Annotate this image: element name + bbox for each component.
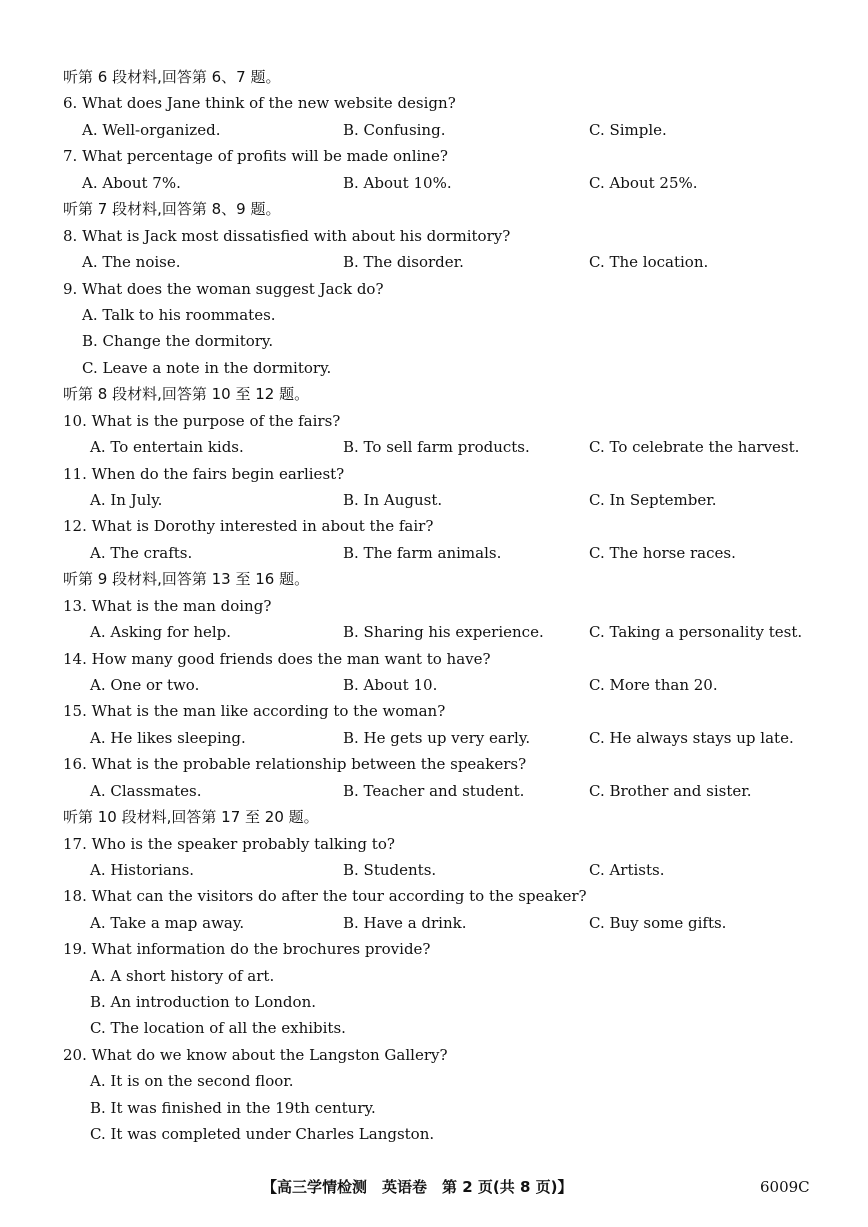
question-stem xyxy=(0,461,868,487)
footer-title: 【高三学情检测 英语卷 第 2 页(共 8 页)】 xyxy=(262,1178,573,1196)
section-header xyxy=(0,804,868,830)
question-stem xyxy=(0,143,868,169)
question-9-option-a: A. Talk to his roommates. xyxy=(82,306,276,324)
question-10-option-a: A. To entertain kids. xyxy=(90,438,244,456)
answer-option-line xyxy=(0,1015,868,1041)
answer-option-line xyxy=(0,1121,868,1147)
section-header xyxy=(0,566,868,592)
question-9-option-b: B. Change the dormitory. xyxy=(82,332,274,350)
question-20-option-a: A. It is on the second floor. xyxy=(90,1072,294,1090)
question-15-stem: 15. What is the man like according to the woman? xyxy=(63,702,446,720)
answer-options xyxy=(0,249,868,275)
question-stem xyxy=(0,646,868,672)
question-stem xyxy=(0,276,868,302)
question-8-option-b: B. The disorder. xyxy=(343,253,464,271)
section-header-text: 听第 9 段材料,回答第 13 至 16 题。 xyxy=(63,570,310,588)
question-14-option-a: A. One or two. xyxy=(90,676,200,694)
question-19-option-b: B. An introduction to London. xyxy=(90,993,316,1011)
question-16-option-b: B. Teacher and student. xyxy=(343,782,525,800)
question-18-stem: 18. What can the visitors do after the tour according to the speaker? xyxy=(63,887,587,905)
question-18-option-b: B. Have a drink. xyxy=(343,914,467,932)
section-header xyxy=(0,196,868,222)
answer-options xyxy=(0,672,868,698)
question-16-option-c: C. Brother and sister. xyxy=(589,782,752,800)
section-header xyxy=(0,64,868,90)
answer-option-line xyxy=(0,963,868,989)
answer-options xyxy=(0,487,868,513)
question-stem xyxy=(0,90,868,116)
question-20-stem: 20. What do we know about the Langston Gallery? xyxy=(63,1046,448,1064)
question-15-option-b: B. He gets up very early. xyxy=(343,729,531,747)
question-6-option-c: C. Simple. xyxy=(589,121,667,139)
question-14-option-b: B. About 10. xyxy=(343,676,438,694)
question-13-option-c: C. Taking a personality test. xyxy=(589,623,803,641)
question-14-option-c: C. More than 20. xyxy=(589,676,718,694)
question-7-stem: 7. What percentage of profits will be made online? xyxy=(63,147,448,165)
question-19-stem: 19. What information do the brochures provide? xyxy=(63,940,431,958)
answer-option-line xyxy=(0,302,868,328)
question-15-option-c: C. He always stays up late. xyxy=(589,729,794,747)
question-stem xyxy=(0,513,868,539)
question-stem xyxy=(0,593,868,619)
answer-option-line xyxy=(0,1068,868,1094)
answer-options xyxy=(0,434,868,460)
question-17-stem: 17. Who is the speaker probably talking to? xyxy=(63,835,395,853)
question-stem xyxy=(0,936,868,962)
question-12-option-a: A. The crafts. xyxy=(90,544,193,562)
question-11-option-b: B. In August. xyxy=(343,491,443,509)
question-17-option-a: A. Historians. xyxy=(90,861,195,879)
question-11-option-c: C. In September. xyxy=(589,491,717,509)
answer-options xyxy=(0,117,868,143)
question-8-option-c: C. The location. xyxy=(589,253,709,271)
section-header-text: 听第 7 段材料,回答第 8、9 题。 xyxy=(63,200,281,218)
question-6-option-a: A. Well-organized. xyxy=(82,121,221,139)
section-header-text: 听第 10 段材料,回答第 17 至 20 题。 xyxy=(63,808,319,826)
question-19-option-c: C. The location of all the exhibits. xyxy=(90,1019,346,1037)
answer-option-line xyxy=(0,1095,868,1121)
question-12-option-b: B. The farm animals. xyxy=(343,544,502,562)
question-stem xyxy=(0,223,868,249)
question-7-option-c: C. About 25%. xyxy=(589,174,698,192)
question-10-option-b: B. To sell farm products. xyxy=(343,438,530,456)
answer-options xyxy=(0,170,868,196)
question-7-option-a: A. About 7%. xyxy=(82,174,181,192)
question-9-stem: 9. What does the woman suggest Jack do? xyxy=(63,280,384,298)
question-18-option-a: A. Take a map away. xyxy=(90,914,245,932)
question-9-option-c: C. Leave a note in the dormitory. xyxy=(82,359,332,377)
question-11-option-a: A. In July. xyxy=(90,491,163,509)
question-stem xyxy=(0,831,868,857)
answer-options xyxy=(0,540,868,566)
question-14-stem: 14. How many good friends does the man want to have? xyxy=(63,650,491,668)
answer-options xyxy=(0,778,868,804)
question-6-option-b: B. Confusing. xyxy=(343,121,446,139)
question-16-stem: 16. What is the probable relationship between the speakers? xyxy=(63,755,527,773)
question-17-option-b: B. Students. xyxy=(343,861,437,879)
question-stem xyxy=(0,883,868,909)
question-15-option-a: A. He likes sleeping. xyxy=(90,729,246,747)
question-8-stem: 8. What is Jack most dissatisfied with about his dormitory? xyxy=(63,227,511,245)
question-12-stem: 12. What is Dorothy interested in about the fair? xyxy=(63,517,434,535)
question-19-option-a: A. A short history of art. xyxy=(90,967,275,985)
question-13-option-a: A. Asking for help. xyxy=(90,623,232,641)
section-header-text: 听第 6 段材料,回答第 6、7 题。 xyxy=(63,68,281,86)
answer-options xyxy=(0,619,868,645)
question-12-option-c: C. The horse races. xyxy=(589,544,736,562)
question-10-option-c: C. To celebrate the harvest. xyxy=(589,438,800,456)
question-13-stem: 13. What is the man doing? xyxy=(63,597,272,615)
answer-options xyxy=(0,725,868,751)
question-stem xyxy=(0,408,868,434)
footer-code: 6009C xyxy=(760,1178,810,1196)
question-stem xyxy=(0,698,868,724)
answer-options xyxy=(0,857,868,883)
question-stem xyxy=(0,1042,868,1068)
question-17-option-c: C. Artists. xyxy=(589,861,665,879)
answer-option-line xyxy=(0,989,868,1015)
section-header xyxy=(0,381,868,407)
question-20-option-b: B. It was finished in the 19th century. xyxy=(90,1099,376,1117)
question-20-option-c: C. It was completed under Charles Langston. xyxy=(90,1125,435,1143)
question-13-option-b: B. Sharing his experience. xyxy=(343,623,544,641)
page-footer xyxy=(0,1174,868,1200)
answer-option-line xyxy=(0,328,868,354)
section-header-text: 听第 8 段材料,回答第 10 至 12 题。 xyxy=(63,385,310,403)
question-stem xyxy=(0,751,868,777)
question-7-option-b: B. About 10%. xyxy=(343,174,452,192)
question-11-stem: 11. When do the fairs begin earliest? xyxy=(63,465,345,483)
question-16-option-a: A. Classmates. xyxy=(90,782,202,800)
answer-option-line xyxy=(0,355,868,381)
question-6-stem: 6. What does Jane think of the new website design? xyxy=(63,94,456,112)
question-8-option-a: A. The noise. xyxy=(82,253,181,271)
question-10-stem: 10. What is the purpose of the fairs? xyxy=(63,412,341,430)
answer-options xyxy=(0,910,868,936)
question-18-option-c: C. Buy some gifts. xyxy=(589,914,727,932)
